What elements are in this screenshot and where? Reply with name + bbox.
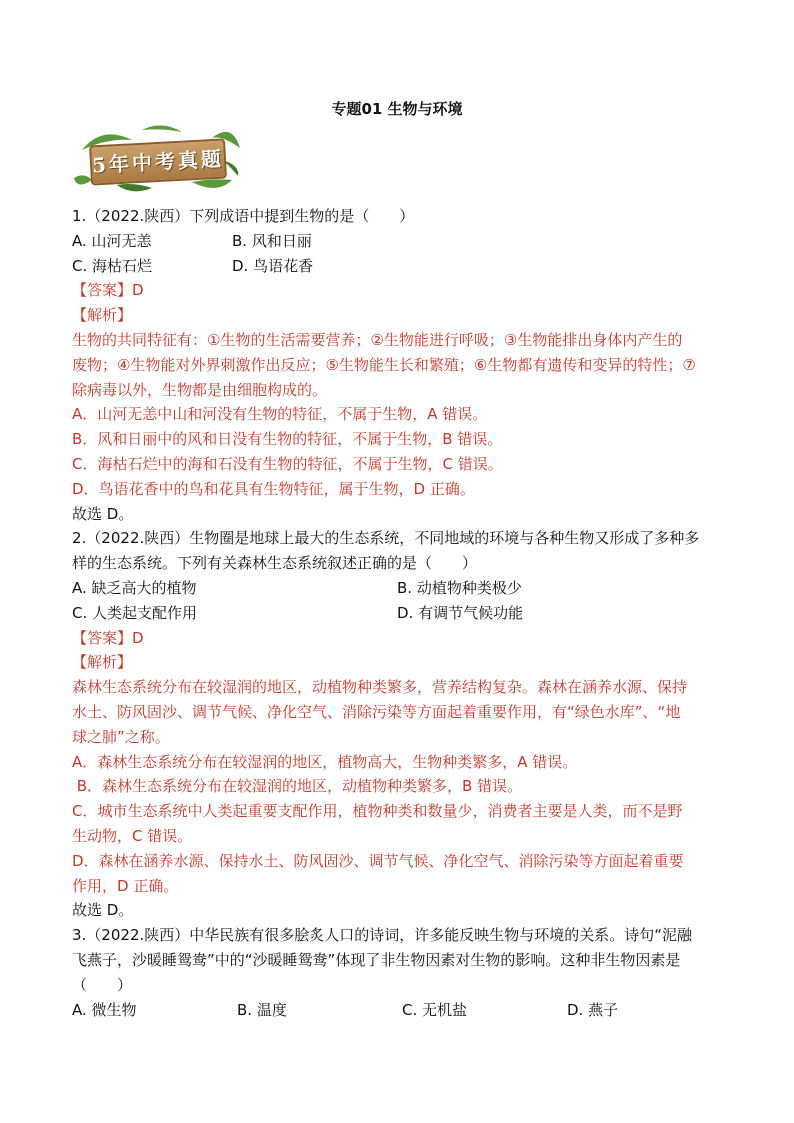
q2-options-row-2: [72, 601, 742, 626]
q2-analysis-line: 水土、防风固沙、调节气候、净化空气、消除污染等方面起着重要作用，有“绿色水库”、“地: [72, 702, 681, 721]
q1-option-c: C. 海枯石烂: [72, 256, 153, 275]
q2-answer: 【答案】D: [72, 628, 144, 647]
q3-option-c: C. 无机盐: [402, 1000, 468, 1019]
q2-options-row-1: [72, 576, 742, 601]
q2-option-a: A. 缺乏高大的植物: [72, 578, 197, 597]
q1-analysis-label: 【解析】: [72, 306, 133, 325]
q1-analysis-line: B．风和日丽中的风和日没有生物的特征，不属于生物，B 错误。: [72, 430, 503, 449]
q1-analysis-line: C．海枯石烂中的海和石没有生物的特征，不属于生物，C 错误。: [72, 454, 503, 473]
q2-conclusion: 故选 D。: [72, 901, 134, 920]
banner-label: 5年中考真题: [89, 138, 227, 185]
q1-conclusion: 故选 D。: [72, 504, 134, 523]
q1-option-b: B. 风和日丽: [232, 231, 312, 250]
q2-analysis-line: 森林生态系统分布在较湿润的地区，动植物种类繁多，营养结构复杂。森林在涵养水源、保持: [72, 678, 688, 697]
q1-options-row-2: [72, 254, 742, 279]
q2-analysis-line: 作用，D 正确。: [72, 876, 179, 895]
q2-option-b: B. 动植物种类极少: [397, 578, 522, 597]
q3-stem: 飞燕子，沙暖睡鸳鸯”中的“沙暖睡鸳鸯”体现了非生物因素对生物的影响。这种非生物因素是: [72, 950, 681, 969]
q1-answer: 【答案】D: [72, 281, 144, 300]
q2-stem: 2.（2022.陕西）生物圈是地球上最大的生态系统，不同地域的环境与各种生物又形成了多种多: [72, 529, 700, 548]
q3-options-row: [72, 998, 742, 1023]
q1-option-a: A. 山河无恙: [72, 231, 152, 250]
q2-analysis-line: A．森林生态系统分布在较湿润的地区，植物高大，生物种类繁多，A 错误。: [72, 752, 578, 771]
q1-options-row-1: [72, 229, 742, 254]
q2-analysis-line: 生动物，C 错误。: [72, 826, 193, 845]
q2-option-c: C. 人类起支配作用: [72, 603, 198, 622]
page-title: 专题01 生物与环境: [331, 100, 463, 118]
q2-analysis-line: 球之肺”之称。: [72, 727, 170, 746]
q1-analysis-line: 废物；④生物能对外界刺激作出反应；⑤生物能生长和繁殖；⑥生物都有遗传和变异的特性；⑦: [72, 355, 696, 374]
q1-analysis-line: A．山河无恙中山和河没有生物的特征，不属于生物，A 错误。: [72, 405, 488, 424]
q3-option-a: A. 微生物: [72, 1000, 137, 1019]
exam-banner: [72, 120, 242, 196]
q2-analysis-line: D．森林在涵养水源、保持水土、防风固沙、调节气候、净化空气、消除污染等方面起着重要: [72, 851, 684, 870]
q2-analysis-line: C．城市生态系统中人类起重要支配作用，植物种类和数量少，消费者主要是人类，而不是野: [72, 802, 683, 821]
q3-stem: （ ）: [72, 975, 133, 994]
q2-option-d: D. 有调节气候功能: [397, 603, 524, 622]
q1-analysis-line: D．鸟语花香中的鸟和花具有生物特征，属于生物，D 正确。: [72, 479, 475, 498]
q3-stem: 3.（2022.陕西）中华民族有很多脍炙人口的诗词，许多能反映生物与环境的关系。诗句“泥融: [72, 926, 693, 945]
q1-analysis-line: 生物的共同特征有：①生物的生活需要营养；②生物能进行呼吸；③生物能排出身体内产生的: [72, 330, 683, 349]
q3-option-d: D. 燕子: [567, 1000, 619, 1019]
q1-option-d: D. 鸟语花香: [232, 256, 314, 275]
q1-stem: 1.（2022.陕西）下列成语中提到生物的是（ ）: [72, 207, 415, 225]
q3-option-b: B. 温度: [237, 1000, 287, 1019]
q2-stem: 样的生态系统。下列有关森林生态系统叙述正确的是（ ）: [72, 554, 478, 573]
question-content: [72, 204, 742, 1022]
q1-analysis-line: 除病毒以外，生物都是由细胞构成的。: [72, 380, 328, 399]
q2-analysis-line: B．森林生态系统分布在较湿润的地区，动植物种类繁多，B 错误。: [72, 777, 523, 796]
q2-analysis-label: 【解析】: [72, 653, 133, 672]
